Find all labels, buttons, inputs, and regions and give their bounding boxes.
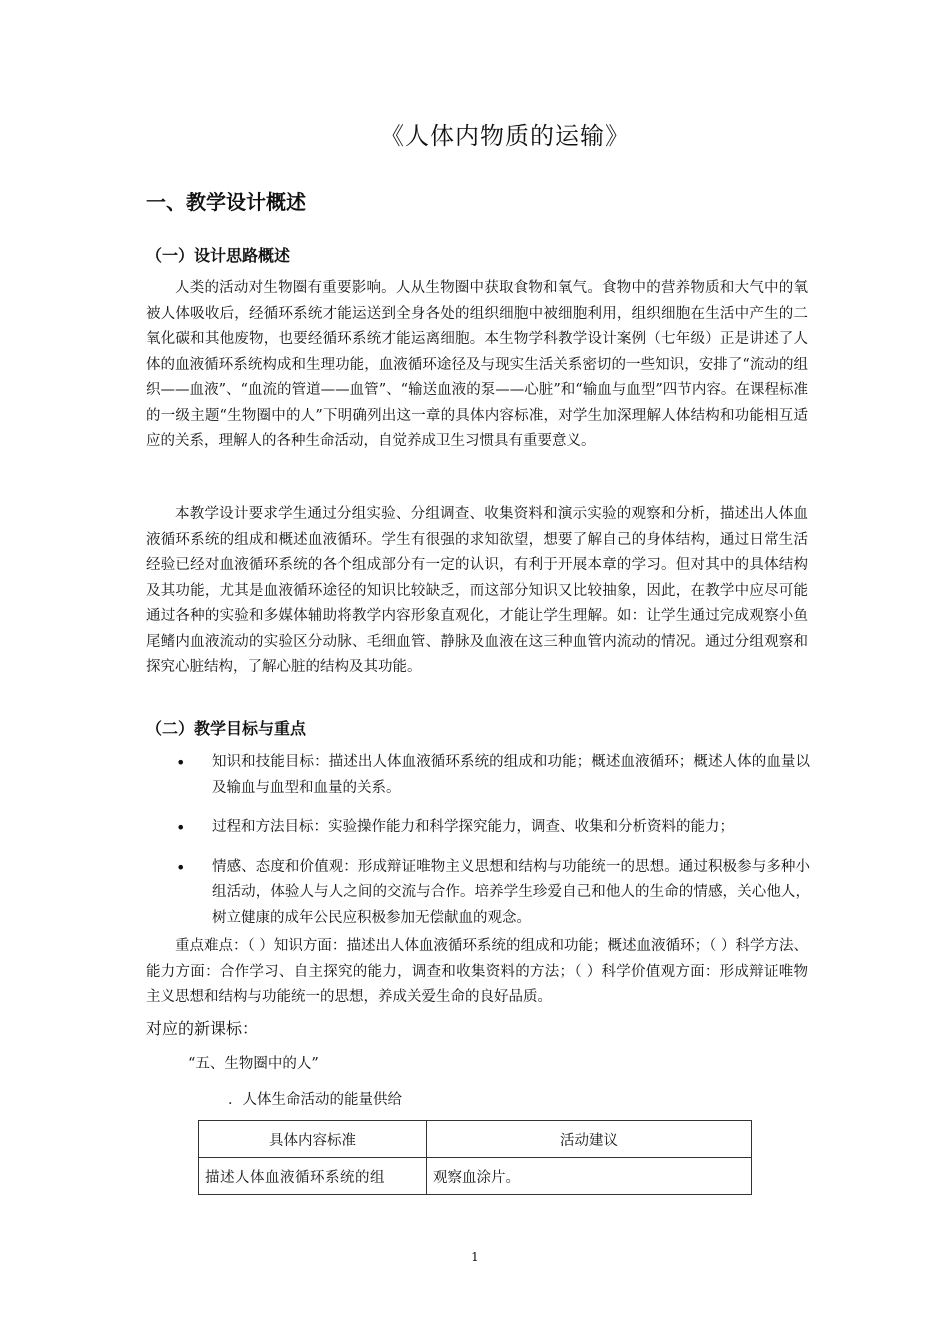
objective-text: 知识和技能目标：描述出人体血液循环系统的组成和功能；概述血液循环；概述人体的血量以及输血与血型和血量的关系。: [212, 754, 810, 796]
table-cell: 观察血涂片。: [427, 1158, 752, 1195]
objective-item-knowledge: [176, 750, 810, 801]
table-cell: 描述人体血液循环系统的组: [199, 1158, 427, 1195]
paragraph-design-ideas-2: 本教学设计要求学生通过分组实验、分组调查、收集资料和演示实验的观察和分析，描述出人体血液循环系统的组成和概述血液循环。学生有很强的求知欲望，想要了解自己的身体结构，通过日常生活经验已经对血液循环系统的各个组成部分有一定的认识，有利于开展本章的学习。但对其中的具体结构及其功能，尤其是血液循环途径的知识比较缺乏，而这部分知识又比较抽象，因此，在教学中应尽可能通过各种的实验和多媒体辅助将教学内容形象直观化，才能让学生理解。如：让学生通过完成观察小鱼尾鳍内血液流动的实验区分动脉、毛细血管、静脉及血液在这三种血管内流动的情况。通过分组观察和探究心脏结构，了解心脏的结构及其功能。: [146, 506, 808, 675]
objectives-list: [176, 750, 810, 945]
page-number: 1: [471, 1250, 479, 1264]
bullet-icon: •: [176, 753, 186, 772]
paragraph-key-points: 重点难点：（ ）知识方面：描述出人体血液循环系统的组成和功能；概述血液循环；（ ）科学方法、能力方面：合作学习、自主探究的能力，调查和收集资料的方法；（ ）科学价值观方面：形成辩证唯物主义思想和结构与功能统一的思想，养成关爱生命的良好品质。: [146, 938, 808, 1005]
curriculum-subtheme: ．人体生命活动的能量供给: [228, 1092, 402, 1108]
curriculum-theme: “五、生物圈中的人”: [188, 1056, 319, 1072]
section-heading-overview: 一、教学设计概述: [146, 190, 306, 214]
paragraph-design-ideas-1: 人类的活动对生物圈有重要影响。人从生物圈中获取食物和氧气。食物中的营养物质和大气中的氧被人体吸收后，经循环系统才能运送到全身各处的组织细胞中被细胞利用，组织细胞在生活中产生的二氧化碳和其他废物，也要经循环系统才能运离细胞。本生物学科教学设计案例（七年级）正是讲述了人体的血液循环系统构成和生理功能，血液循环途径及与现实生活关系密切的一些知识，安排了“流动的组织——血液”、“血流的管道——血管”、“输送血液的泵——心脏”和“输血与血型”四节内容。在课程标准的一级主题“生物圈中的人”下明确列出这一章的具体内容标准，对学生加深理解人体结构和功能相互适应的关系，理解人的各种生命活动，自觉养成卫生习惯具有重要意义。: [146, 280, 808, 449]
table-header-cell: 具体内容标准: [199, 1121, 427, 1158]
objective-item-emotion: [176, 855, 810, 932]
curriculum-table: [198, 1120, 752, 1195]
subsection-heading-objectives: （二）教学目标与重点: [146, 719, 307, 738]
objective-text: 过程和方法目标：实验操作能力和科学探究能力，调查、收集和分析资料的能力；: [212, 819, 734, 835]
table-header-cell: 活动建议: [427, 1121, 752, 1158]
document-title: 《人体内物质的运输》: [380, 122, 630, 150]
objective-text: 情感、态度和价值观：形成辩证唯物主义思想和结构与功能统一的思想。通过积极参与多种小组活动，体验人与人之间的交流与合作。培养学生珍爱自己和他人的生命的情感，关心他人，树立健康的成年公民应积极参加无偿献血的观念。: [212, 858, 810, 926]
objective-item-process: [176, 815, 810, 841]
curriculum-standard-label: 对应的新课标：: [146, 1019, 259, 1038]
bullet-icon: •: [176, 857, 186, 877]
table-row: [199, 1158, 752, 1195]
bullet-icon: •: [176, 818, 186, 837]
table-header-row: [199, 1121, 752, 1158]
subsection-heading-design-ideas: （一）设计思路概述: [146, 246, 291, 265]
